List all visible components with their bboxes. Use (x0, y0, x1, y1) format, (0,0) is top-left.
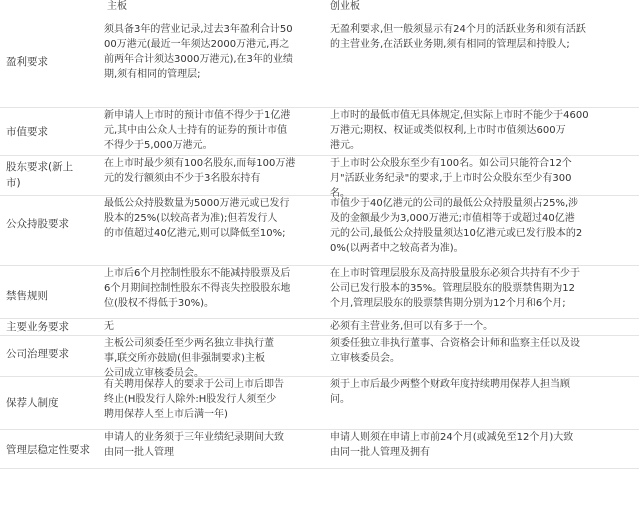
gem-board-cell-line: 必须有主营业务,但可以有多于一个。 (330, 321, 494, 332)
main-board-cell-line: 终止(H股发行人除外:H股发行人须至少 (104, 394, 277, 405)
main-board-cell (104, 22, 330, 82)
main-board-cell-line: 位(股权不得低于30%)。 (104, 298, 215, 309)
main-board-cell-line: 不得少于5,000万港元。 (104, 140, 213, 151)
row-label-line: 公司治理要求 (6, 348, 69, 360)
gem-board-cell-line: 万港元;期权、权证或类似权利,上市时市值须达600万 (330, 125, 566, 136)
gem-board-cell (330, 336, 636, 366)
gem-board-cell-line: 月"活跃业务纪录"的要求,于上市时公众股东至少有300 (330, 173, 572, 184)
main-board-cell-line: 无 (104, 321, 114, 332)
table-header (0, 0, 639, 22)
gem-board-cell-line: 于上市时公众股东至少有100名。如公司只能符合12个 (330, 158, 572, 169)
gem-board-cell-line: 问。 (330, 394, 350, 405)
main-board-cell-line: 事,联交所亦鼓励(但非强制要求)主板 (104, 353, 265, 364)
table-row (0, 22, 639, 108)
main-board-cell (104, 336, 330, 381)
table-row (0, 430, 639, 469)
gem-board-cell-line: 个月,管理层股东的股票禁售期分别为12个月和6个月; (330, 298, 566, 309)
main-board-cell (104, 108, 330, 153)
row-label-line: 禁售规则 (6, 290, 48, 302)
table-row (0, 156, 639, 199)
main-board-cell (104, 156, 330, 186)
gem-board-cell-line: 及的金额最少为3,000万港元;市值相等于或超过40亿港 (330, 213, 575, 224)
main-board-cell-line: 6个月期间控制性股东不得丧失控股股东地 (104, 283, 291, 294)
gem-board-cell-line: 须于上市后最少两整个财政年度持续聘用保荐人担当顾 (330, 379, 570, 390)
table-row (0, 377, 639, 430)
row-label-line: 盈利要求 (6, 56, 48, 68)
main-board-cell-line: 元的发行额须由不少于3名股东持有 (104, 173, 261, 184)
main-board-cell-line: 的市值超过40亿港元,则可以降低至10%; (104, 228, 286, 239)
table-row (0, 266, 639, 319)
gem-board-cell-line: 在上市时管理层股东及高持股量股东必须合共持有不少于 (330, 268, 580, 279)
main-board-cell (104, 430, 330, 460)
gem-board-cell-line: 由同一批人管理及拥有 (330, 447, 430, 458)
gem-board-cell-line: 立审核委员会。 (330, 353, 400, 364)
row-label-line: 股东要求(新上 (6, 161, 74, 173)
main-board-cell-line: 主板公司须委任至少两名独立非执行董 (104, 338, 274, 349)
main-board-cell-line: 期,须有相同的管理层; (104, 69, 201, 80)
table-row (0, 108, 639, 156)
main-board-cell-line: 最低公众持股数量为5000万港元或已发行 (104, 198, 290, 209)
row-label (6, 346, 102, 362)
row-label-line: 管理层稳定性要求 (6, 444, 90, 456)
row-label (6, 319, 102, 335)
table-row (0, 319, 639, 336)
gem-board-cell (330, 156, 636, 201)
gem-board-cell (330, 266, 636, 311)
main-board-cell-line: 有关聘用保荐人的要求于公司上市后即告 (104, 379, 284, 390)
table-row (0, 336, 639, 377)
table-row (0, 196, 639, 266)
gem-board-cell-line: 上市时的最低市值无具体规定,但实际上市时不能少于4600 (330, 110, 589, 121)
gem-board-cell-line: 港元。 (330, 140, 360, 151)
gem-board-cell-line: 须委任独立非执行董事、合资格会计师和监察主任以及设 (330, 338, 580, 349)
gem-board-cell-line: 0%(以两者中之较高者为准)。 (330, 243, 464, 254)
main-board-cell-line: 上市后6个月控制性股东不能减持股票及后 (104, 268, 291, 279)
main-board-cell-line: 公司成立审核委员会。 (104, 368, 204, 379)
main-board-cell (104, 377, 330, 422)
row-label (6, 54, 102, 70)
table-body (0, 22, 639, 469)
row-label-line: 主要业务要求 (6, 321, 69, 333)
gem-board-cell (330, 430, 636, 460)
row-label (6, 159, 102, 191)
row-label-line: 市) (6, 177, 21, 189)
gem-board-cell (330, 319, 636, 334)
gem-board-cell (330, 377, 636, 407)
row-label (6, 442, 102, 458)
main-board-cell-line: 元,其中由公众人士持有的证券的预计市值 (104, 125, 288, 136)
row-label-line: 市值要求 (6, 126, 48, 138)
main-board-cell-line: 聘用保荐人至上市后满一年) (104, 409, 228, 420)
main-board-cell (104, 196, 330, 241)
gem-board-cell-line: 元的公司,最低公众持股量须达10亿港元或已发行股本的2 (330, 228, 583, 239)
gem-board-cell (330, 196, 636, 256)
main-board-cell (104, 266, 330, 311)
main-board-cell-line: 申请人的业务须于三年业绩纪录期间大致 (104, 432, 284, 443)
row-label (6, 395, 102, 411)
row-label-line: 公众持股要求 (6, 218, 69, 230)
main-board-cell-line: 00万港元(最近一年须达2000万港元,再之 (104, 39, 290, 50)
main-board-cell-line: 由同一批人管理 (104, 447, 174, 458)
main-board-cell-line: 股本的25%(以较高者为准);但若发行人 (104, 213, 278, 224)
gem-board-cell (330, 108, 636, 153)
row-label (6, 124, 102, 140)
main-board-cell (104, 319, 330, 334)
gem-board-cell-line: 的主营业务,在活跃业务期,须有相同的管理层和持股人; (330, 39, 570, 50)
row-label-line: 保荐人制度 (6, 397, 59, 409)
gem-board-cell-line: 市值少于40亿港元的公司的最低公众持股量须占25%,涉 (330, 198, 579, 209)
header-gem-board: 创业板 (330, 1, 360, 12)
main-board-cell-line: 前两年合计须达3000万港元),在3年的业绩 (104, 54, 293, 65)
header-main-board: 主板 (107, 1, 127, 12)
main-board-cell-line: 须具备3年的营业记录,过去3年盈利合计50 (104, 24, 293, 35)
gem-board-cell-line: 名。 (330, 188, 350, 199)
gem-board-cell (330, 22, 636, 52)
gem-board-cell-line: 公司已发行股本的35%。管理层股东的股票禁售期为12 (330, 283, 575, 294)
row-label (6, 288, 102, 304)
row-label (6, 216, 102, 232)
main-board-cell-line: 新申请人上市时的预计市值不得少于1亿港 (104, 110, 291, 121)
gem-board-cell-line: 无盈利要求,但一般须显示有24个月的活跃业务和须有活跃 (330, 24, 586, 35)
gem-board-cell-line: 申请人则须在申请上市前24个月(或减免至12个月)大致 (330, 432, 574, 443)
main-board-cell-line: 在上市时最少须有100名股东,而每100万港 (104, 158, 296, 169)
